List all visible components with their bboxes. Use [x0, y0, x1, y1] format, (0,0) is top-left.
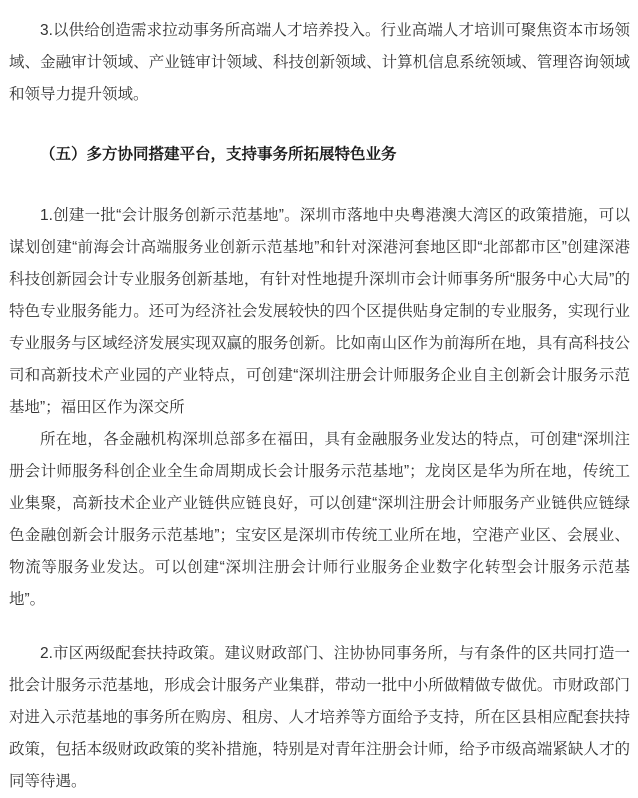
paragraph-innovation-demo-bases-part2: 所在地，各金融机构深圳总部多在福田，具有金融服务业发达的特点，可创建“深圳注册会计师服务科创企业全生命周期成长会计服务示范基地”；龙岗区是华为所在地，传统工业集聚，高新技术企业产业链供应链良好，可以创建“深圳注册会计师服务产业链供应链绿色金融创新会计服务示范基地”；宝安区是深圳市传统工业所在地，空港产业区、会展业、物流等服务业发达。可以创建“深圳注册会计师行业服务企业数字化转型会计服务示范基地”。	[9, 431, 630, 608]
paragraph-talent-training-investment: 3.以供给创造需求拉动事务所高端人才培养投入。行业高端人才培训可聚焦资本市场领域、金融审计领域、产业链审计领域、科技创新领域、计算机信息系统领域、管理咨询领域和领导力提升领域。	[9, 22, 630, 103]
section-heading-five: （五）多方协同搭建平台，支持事务所拓展特色业务	[40, 146, 397, 163]
paragraph-city-district-support-policy: 2.市区两级配套扶持政策。建议财政部门、注协协同事务所，与有条件的区共同打造一批会计服务示范基地，形成会计服务产业集群，带动一批中小所做精做专做优。市财政部门对进入示范基地的事务所在购房、租房、人才培养等方面给予支持，所在区县相应配套扶持政策，包括本级财政政策的奖补措施，特别是对青年注册会计师，给予市级高端紧缺人才的同等待遇。	[9, 645, 630, 790]
paragraph-innovation-demo-bases-part1: 1.创建一批“会计服务创新示范基地”。深圳市落地中央粤港澳大湾区的政策措施，可以谋划创建“前海会计高端服务业创新示范基地”和针对深港河套地区即“北部都市区”创建深港科技创新园会计专业服务创新基地，有针对性地提升深圳市会计师事务所“服务中心大局”的特色专业服务能力。还可为经济社会发展较快的四个区提供贴身定制的专业服务，实现行业专业服务与区域经济发展实现双赢的服务创新。比如南山区作为前海所在地，具有高科技公司和高新技术产业园的产业特点，可创建“深圳注册会计师服务企业自主创新会计服务示范基地”；福田区作为深交所	[9, 207, 630, 416]
